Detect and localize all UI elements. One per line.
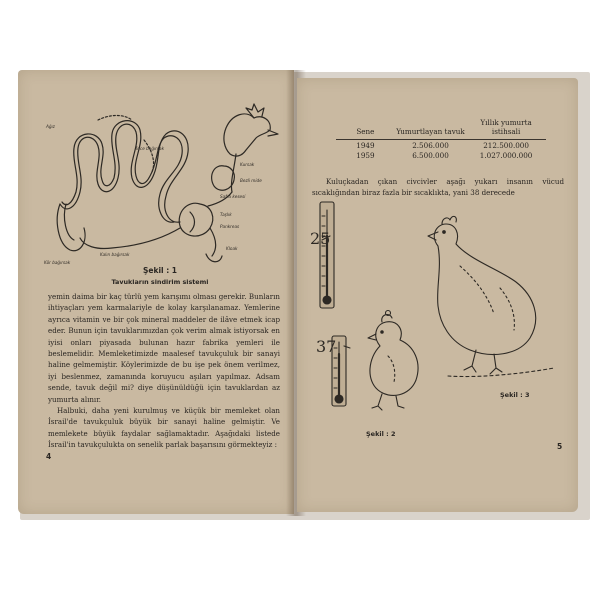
table-header-year: Sene (336, 118, 395, 140)
large-intestine-shape (80, 228, 180, 249)
thermometer-and-birds-illustration (310, 196, 566, 436)
label-proventriculus: Bezli mide (240, 178, 262, 183)
label-small-intestine: İnce bağırsak (136, 146, 165, 151)
right-page-number: 5 (557, 442, 563, 451)
table-header-annual-eggs: Yıllık yumurta istihsali (466, 118, 546, 140)
label-gall-bladder: Safra kesesi (220, 194, 246, 199)
label-cecum: Kör bağırsak (44, 260, 71, 265)
cloaca-shape (206, 254, 222, 262)
table-cell: 2.506.000 (412, 141, 449, 150)
label-mouth: Ağız (46, 124, 55, 129)
production-table (336, 118, 546, 160)
label-pancreas: Pankreas (220, 224, 240, 229)
figure-3-label: Şekil : 3 (500, 391, 530, 399)
table-cell: 6.500.000 (412, 151, 449, 160)
left-body-text (48, 291, 280, 451)
gizzard-shape (179, 203, 213, 236)
table-cell: 1949 (356, 141, 375, 150)
cecum-shape (57, 204, 85, 251)
label-large-intestine: Kalın bağırsak (100, 252, 130, 257)
table-row (336, 140, 546, 151)
left-paragraph-2: Halbuki, daha yeni kurulmuş ve küçük bir memleket olan İsrail'de tavukçuluk büyük bir sanayi haline gelmiştir. Ve memlekete büyük faydalar sağlamaktadır. Aşağıdaki listede İsrail'in tavukçulukta on senelik parlak başarısını görmekteyiz : (48, 406, 280, 450)
left-page-number: 4 (46, 452, 52, 461)
chick-drawing (368, 311, 418, 411)
figure-2-label: Şekil : 2 (366, 430, 396, 438)
small-intestine-path (60, 124, 188, 222)
table-cell: 1959 (356, 151, 375, 160)
thermometer-25-reading: 25 (310, 229, 331, 248)
thermometer-37-reading: 37 (316, 337, 337, 356)
left-paragraph-1: yemin daima bir kaç türlü yem karışımı olması gerekir. Bunların ihtiyaçları yem karmalariyle de kolay karşılanamaz. Yemlerine ayrıca vitamin ve bir çok mineral maddeler de ilâve etmek icap eder. Bunun için tavuklarımızdan çok verim almak istiyorsak en iyisi onları piyasada bulunan hazır fabrika yemleri ile beslemelidir. Memleketimizde maalesef tavukçuluk bir sanayi haline gelmemiştir. Köylerimizde de bu işe pek önem verilmez, iyi beslenmez, zamanında koruyucu aşıları yapılmaz. Adsam sende, tavuk değil mi? diye düşünüldüğü için tavuklardan az yumurta alınır. (48, 292, 280, 404)
table-header-laying-hens: Yumurtlayan tavuk (395, 118, 466, 140)
label-gizzard: Taşlık (220, 212, 232, 217)
table-cell: 212.500.000 (483, 141, 529, 150)
figure-1-title: Tavukların sindirim sistemi (111, 278, 209, 286)
figure-1-caption (100, 266, 220, 286)
table-cell: 1.027.000.000 (479, 151, 533, 160)
thermometer-25 (320, 202, 334, 308)
figure-1-number: Şekil : 1 (142, 266, 178, 275)
label-crop: Kursak (240, 162, 255, 167)
label-cloaca: Kloak (226, 246, 238, 251)
table-row (336, 150, 546, 160)
chicken-head (224, 114, 270, 156)
hen-drawing (428, 216, 554, 376)
right-paragraph: Kuluçkadan çıkan civcivler aşağı yukarı insanın vücud sıcaklığından biraz fazla bir sıcaklıkta, yani 38 derecede (312, 177, 564, 198)
digestive-system-illustration (40, 100, 280, 270)
crop-shape (212, 166, 235, 190)
